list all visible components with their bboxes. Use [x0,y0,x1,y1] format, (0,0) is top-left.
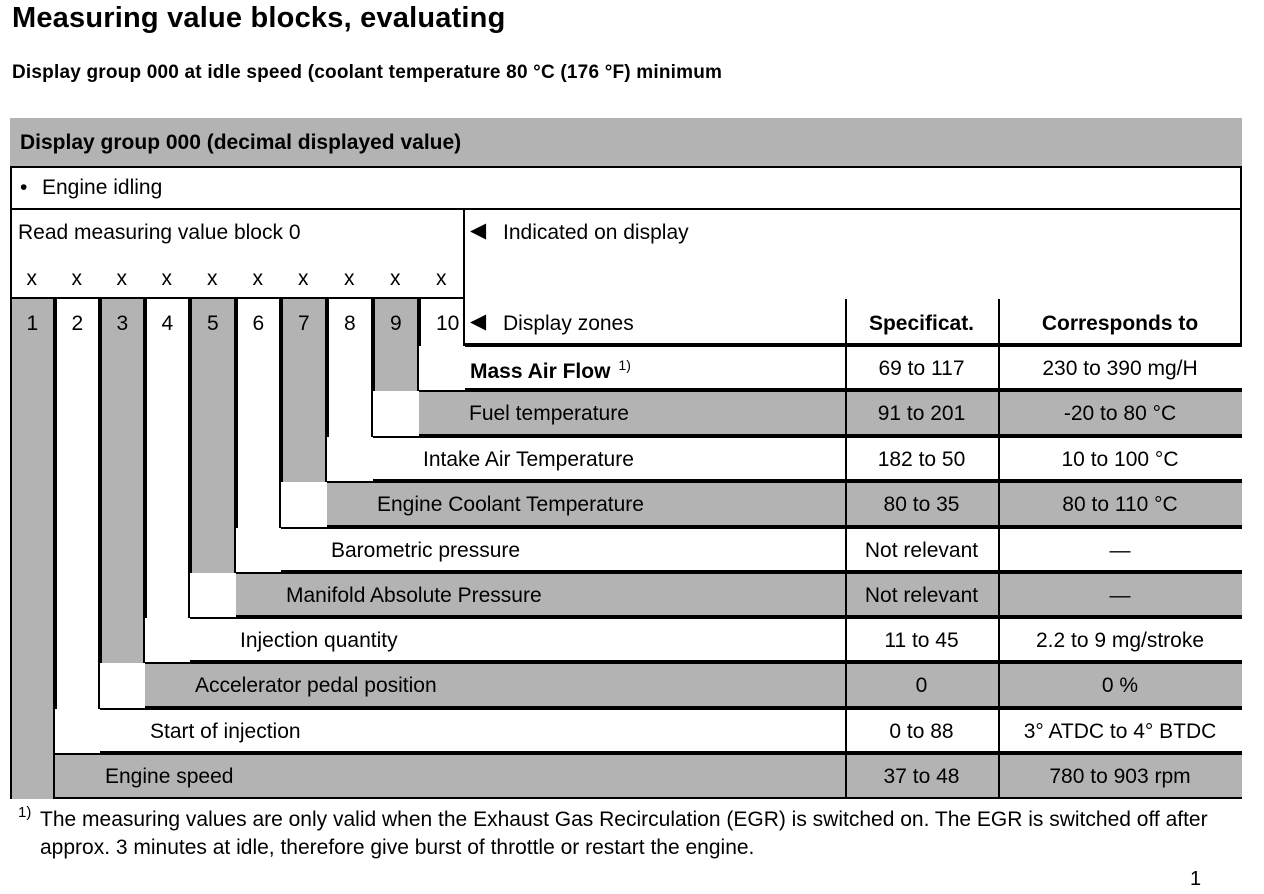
zone-number-4: 4 [161,312,174,335]
row-label-zone-10: Mass Air Flow $^{1)}$ [470,357,631,383]
zone-strip-2 [55,299,100,709]
zone-strip-5 [190,299,236,573]
spec-header: Specificat. [868,312,975,335]
zone-strip-4 [145,299,190,618]
zone-number-6: 6 [252,312,265,335]
row-label-zone-6: Barometric pressure [331,539,521,562]
row-spec-zone-5: Not relevant [864,584,979,607]
corr-col-line [998,708,1000,753]
zone-number-3: 3 [116,312,129,335]
zone-number-2: 2 [71,312,84,335]
x-mark: x [436,267,447,290]
bullet-icon: • [20,176,28,199]
row-corr-zone-8: 10 to 100 °C [1061,448,1179,471]
row-label-zone-3: Accelerator pedal position [195,674,437,697]
row-label-zone-1: Engine speed [105,765,234,788]
spec-col-line [845,481,847,527]
footnote-ref: 1) [618,357,631,373]
zone-number-5: 5 [207,312,219,335]
row-corr-zone-1: 780 to 903 rpm [1049,765,1191,788]
row-corr-zone-9: -20 to 80 °C [1063,402,1177,425]
row-spec-zone-7: 80 to 35 [883,493,960,516]
x-mark: x [71,267,82,290]
corr-col-line-head [998,299,1000,345]
table-header-text: Display group 000 (decimal displayed value) [20,131,462,154]
row-spec-zone-4: 11 to 45 [884,629,959,652]
row-corr-zone-7: 80 to 110 °C [1062,493,1178,516]
condition-text: Engine idling [42,176,163,199]
corr-col-line [998,481,1000,527]
spec-col-line [845,753,847,799]
x-mark: x [344,267,355,290]
footnote-mark: 1) [18,804,32,821]
zone-number-8: 8 [344,312,356,335]
row-spec-zone-1: 37 to 48 [883,765,960,788]
row-corr-zone-10: 230 to 390 mg/H [1042,357,1198,380]
spec-col-line [845,436,847,481]
row-spec-zone-8: 182 to 50 [877,448,966,471]
spec-col-line-head [845,299,847,345]
zones-arrow-icon: ◀ [470,310,487,333]
page-title: Measuring value blocks, evaluating [12,2,506,34]
corr-col-line [998,436,1000,481]
corr-header: Corresponds to [1041,312,1199,335]
indicated-arrow-icon: ◀ [470,219,487,242]
corr-col-line [998,527,1000,572]
row-label-zone-8: Intake Air Temperature [423,448,634,471]
row-label-zone-9: Fuel temperature [469,402,629,425]
x-mark: x [161,267,172,290]
row-label-zone-2: Start of injection [150,720,301,743]
corr-col-line [998,390,1000,436]
x-mark: x [116,267,127,290]
read-block-text: Read measuring value block 0 [18,221,301,244]
zone-strip-1 [10,299,55,799]
x-mark: x [298,267,309,290]
indicated-text: Indicated on display [503,221,689,244]
zone-number-7: 7 [298,312,310,335]
spec-col-line [845,527,847,572]
row-spec-zone-6: Not relevant [864,539,979,562]
condition-row [10,168,1242,210]
x-mark: x [252,267,263,290]
row-spec-zone-10: 69 to 117 [878,357,965,380]
row-spec-zone-2: 0 to 88 [889,720,954,743]
row-label-zone-7: Engine Coolant Temperature [377,493,644,516]
spec-col-line [845,617,847,662]
read-block-divider [463,210,465,298]
corr-col-line [998,617,1000,662]
x-mark: x [207,267,218,290]
spec-col-line [845,662,847,708]
corr-col-line [998,753,1000,799]
corr-col-line [998,572,1000,617]
x-mark: x [390,267,401,290]
spec-col-line [845,572,847,617]
zone-number-1: 1 [26,312,39,335]
x-mark: x [26,267,37,290]
zones-text: Display zones [503,312,634,335]
spec-col-line [845,390,847,436]
zone-number-10: 10 [436,312,460,335]
row-spec-zone-3: 0 [915,674,928,697]
row-label-zone-5: Manifold Absolute Pressure [286,584,542,607]
row-spec-zone-9: 91 to 201 [877,402,966,425]
row-corr-zone-2: 3° ATDC to 4° BTDC [1023,720,1217,743]
row-label-zone-4: Injection quantity [240,629,398,652]
zone-number-9: 9 [390,312,402,335]
row-corr-zone-5: — [1109,584,1131,607]
corr-col-line [998,345,1000,390]
page-number: 1 [1190,868,1202,890]
row-corr-zone-3: 0 % [1101,674,1139,697]
footnote-text: The measuring values are only valid when the Exhaust Gas Recirculation (EGR) is switched on. The EGR is switched off after approx. 3 minutes at idle, therefore give burst of throttle or restart the engine. [40,808,1208,859]
spec-col-line [845,345,847,390]
spec-col-line [845,708,847,753]
page-subtitle: Display group 000 at idle speed (coolant temperature 80 °C (176 °F) minimum [12,62,723,83]
row-corr-zone-6: — [1109,539,1131,562]
corr-col-line [998,662,1000,708]
zone-strip-3 [100,299,145,663]
row-corr-zone-4: 2.2 to 9 mg/stroke [1035,629,1205,652]
